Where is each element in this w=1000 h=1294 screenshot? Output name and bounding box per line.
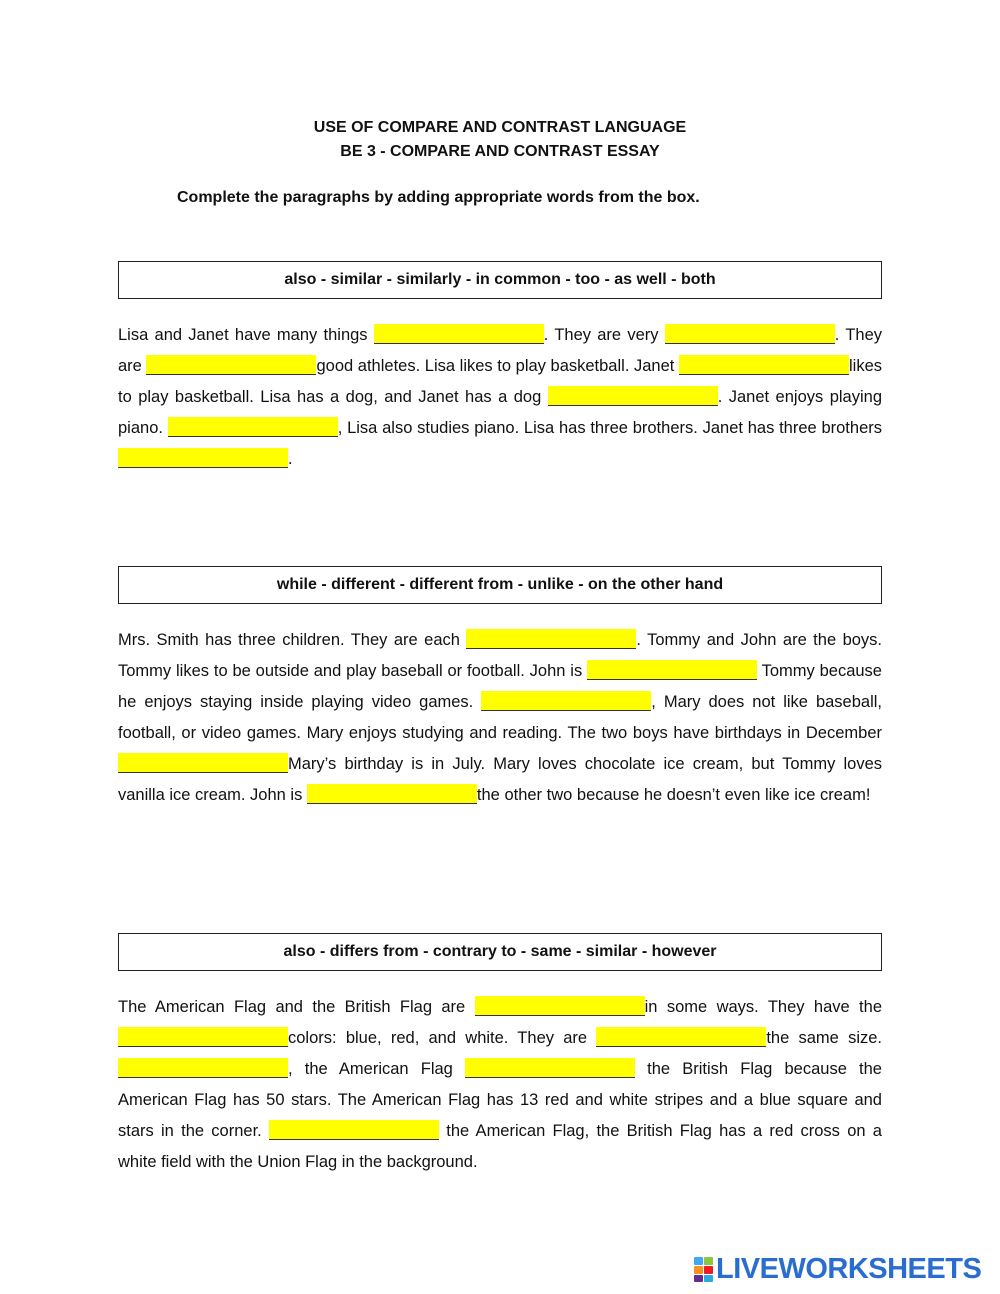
blank-input[interactable] [679,355,849,375]
blank-input[interactable] [548,386,718,406]
blank-input[interactable] [481,691,651,711]
blank-input[interactable] [118,1027,288,1047]
paragraph-1: Lisa and Janet have many things . They are very . They are good athletes. Lisa likes to play basketball. Janet likes to play basketball. Lisa has a dog, and Janet has a dog . Janet enjoys playing piano. , Lisa also studies piano. Lisa has three brothers. Janet has three brothers . [118,326,882,468]
title-line-1: USE OF COMPARE AND CONTRAST LANGUAGE [313,119,687,136]
title-line-2: BE 3 - COMPARE AND CONTRAST ESSAY [340,143,660,160]
blank-input[interactable] [168,417,338,437]
word-box-1: also - similar - similarly - in common - too - as well - both [118,261,882,299]
logo-text: LIVEWORKSHEETS [716,1252,982,1285]
blank-input[interactable] [307,784,477,804]
blank-input[interactable] [466,629,636,649]
paragraph-2: Mrs. Smith has three children. They are each . Tommy and John are the boys. Tommy likes to be outside and play baseball or football. John is Tommy because he enjoys staying inside playing video games. , Mary does not like baseball, football, or video games. Mary enjoys studying and reading. The two boys have birthdays in December Mary’s birthday is in July. Mary loves chocolate ice cream, but Tommy loves vanilla ice cream. John is the other two because he doesn’t even like ice cream! [118,631,882,804]
paragraph-3: The American Flag and the British Flag are in some ways. They have the colors: blue, red, and white. They are the same size. , the American Flag the British Flag because the American Flag has 50 stars. The American Flag has 13 red and white stripes and a blue square and stars in the corner. the American Flag, the British Flag has a red cross on a white field with the Union Flag in the background. [118,998,882,1171]
liveworksheets-logo [693,1253,981,1285]
blank-input[interactable] [465,1058,635,1078]
blank-input[interactable] [146,355,316,375]
blank-input[interactable] [665,324,835,344]
blank-input[interactable] [269,1120,439,1140]
blank-input[interactable] [374,324,544,344]
blank-input[interactable] [596,1027,766,1047]
instruction: Complete the paragraphs by adding appropriate words from the box. [177,189,700,206]
blank-input[interactable] [118,753,288,773]
blank-input[interactable] [118,1058,288,1078]
liveworksheets-logo-icon [693,1256,713,1282]
blank-input[interactable] [475,996,645,1016]
word-box-2: while - different - different from - unlike - on the other hand [118,566,882,604]
word-box-3: also - differs from - contrary to - same - similar - however [118,933,882,971]
blank-input[interactable] [587,660,757,680]
blank-input[interactable] [118,448,288,468]
